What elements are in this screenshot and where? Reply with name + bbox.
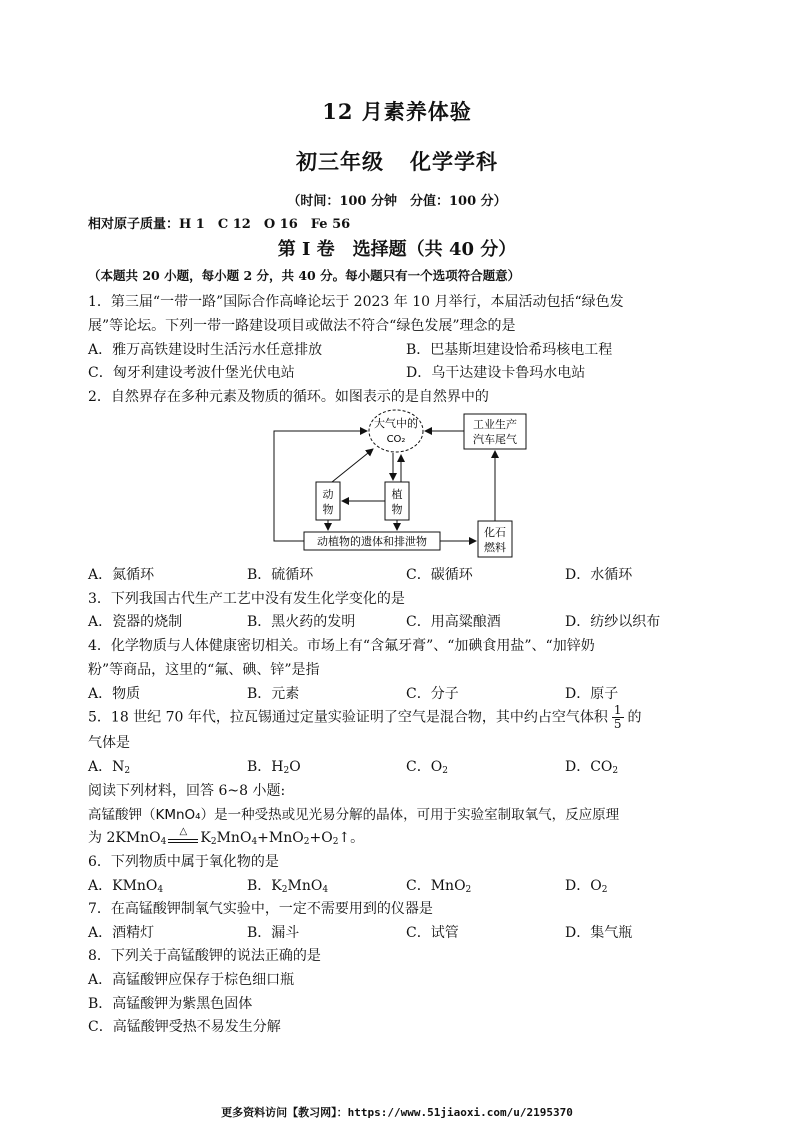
q4-stem-line2: 粉”等商品，这里的“氟、碘、锌”是指 xyxy=(88,662,320,678)
fossil-label-line2: 燃料 xyxy=(484,541,506,554)
q1-stem-line1: 1．第三届“一带一路”国际合作高峰论坛于 2023 年 10 月举行，本届活动包括“绿色发 xyxy=(88,294,624,310)
q3-option-d: D．纺纱以织布 xyxy=(565,614,661,630)
q5-stem-end: 的 xyxy=(627,709,642,726)
q3-option-b: B．黑火药的发明 xyxy=(247,614,356,630)
q2-option-b: B．硫循环 xyxy=(247,567,314,583)
q5-option-d: D．$CO_2$ xyxy=(565,759,619,776)
q5-stem-line2: 气体是 xyxy=(88,735,130,751)
q7-option-b: B．漏斗 xyxy=(247,925,300,941)
fraction-denominator: 5 xyxy=(613,717,622,731)
q2-stem: 2．自然界存在多种元素及物质的循环。如图表示的是自然界中的 xyxy=(88,389,489,405)
section-title: 第 I 卷 选择题（共 40 分） xyxy=(277,239,517,260)
industry-label-line1: 工业生产 xyxy=(473,418,517,431)
q7-option-c: C．试管 xyxy=(406,925,459,941)
q5-option-a: A．$N_2$ xyxy=(88,759,131,776)
carbon-cycle-diagram xyxy=(268,406,532,558)
q2-option-a: A．氮循环 xyxy=(88,567,155,583)
industry-label-line2: 汽车尾气 xyxy=(473,433,517,446)
q5-option-c: C．$O_2$ xyxy=(406,759,448,776)
heating-condition: △ xyxy=(168,830,198,844)
q1-option-b: B．巴基斯坦建设恰希玛核电工程 xyxy=(406,342,613,358)
q6-option-c: C．MnO$_2$ xyxy=(406,878,472,895)
grade-label: 初三年级 xyxy=(296,149,384,174)
q4-stem-line1: 4．化学物质与人体健康密切相关。市场上有“含氟牙膏”、“加碘食用盐”、“加锌奶 xyxy=(88,638,595,654)
animal-label-line2: 物 xyxy=(322,503,334,516)
subject-label: 化学学科 xyxy=(410,149,498,174)
co2-label-line1: 大气中的 xyxy=(374,417,418,430)
remains-label: 动植物的遗体和排泄物 xyxy=(317,535,427,548)
footer-link[interactable]: 更多资料访问【教习网】：https://www.51jiaoxi.com/u/2195370 xyxy=(221,1106,573,1119)
animal-label-line1: 动 xyxy=(322,488,334,501)
q7-stem: 7．在高锰酸钾制氧气实验中，一定不需要用到的仪器是 xyxy=(88,901,433,917)
q6-option-b: B．$K_2MnO_4$ xyxy=(247,878,329,895)
reading-material-line1: 高锰酸钾（KMnO₄）是一种受热或见光易分解的晶体，可用于实验室制取氧气，反应原理 xyxy=(88,807,620,823)
q3-option-c: C．用高粱酿酒 xyxy=(406,614,501,630)
q4-option-b: B．元素 xyxy=(247,686,300,702)
q1-option-c: C．匈牙利建设考波什堡光伏电站 xyxy=(88,365,295,381)
q6-stem: 6．下列物质中属于氧化物的是 xyxy=(88,854,279,870)
q2-option-c: C．碳循环 xyxy=(406,567,473,583)
q7-option-a: A．酒精灯 xyxy=(88,925,155,941)
reaction-equation: 为 2KMnO$_4$ △ $K_2MnO_4+MnO_2+O_2↑$。 xyxy=(88,826,365,847)
section-instructions: （本题共 20 小题，每小题 2 分，共 40 分。每小题只有一个选项符合题意） xyxy=(88,268,521,283)
q4-option-d: D．原子 xyxy=(565,686,619,702)
fraction-numerator: 1 xyxy=(613,703,622,717)
arrow-animal-to-co2 xyxy=(332,449,373,482)
atomic-masses: 相对原子质量：H 1 C 12 O 16 Fe 56 xyxy=(88,217,351,232)
q3-stem: 3．下列我国古代生产工艺中没有发生化学变化的是 xyxy=(88,591,405,607)
plant-label-line2: 物 xyxy=(391,503,403,516)
one-fifth-fraction xyxy=(612,704,624,731)
q5-option-b: B．$H_2O$ xyxy=(247,759,301,776)
co2-label-line2: CO₂ xyxy=(386,434,406,445)
time-score-info: （时间：100 分钟 分值：100 分） xyxy=(287,194,507,209)
q8-option-a: A．高锰酸钾应保存于棕色细口瓶 xyxy=(88,972,295,988)
q1-stem-line2: 展”等论坛。下列一带一路建设项目或做法不符合“绿色发展”理念的是 xyxy=(88,318,516,334)
fossil-label-line1: 化石 xyxy=(484,526,506,539)
q2-option-d: D．水循环 xyxy=(565,567,633,583)
exam-subtitle xyxy=(0,146,794,176)
q8-stem: 8．下列关于高锰酸钾的说法正确的是 xyxy=(88,948,321,964)
q6-option-d: D．$O_2$ xyxy=(565,878,608,895)
q5-stem-text: 5．18 世纪 70 年代，拉瓦锡通过定量实验证明了空气是混合物，其中约占空气体积 xyxy=(88,709,608,726)
reading-intro: 阅读下列材料，回答 6~8 小题: xyxy=(88,783,286,799)
q5-stem-line1 xyxy=(88,704,642,731)
exam-title: 12 月素养体验 xyxy=(322,99,472,124)
q4-option-a: A．物质 xyxy=(88,686,141,702)
q1-option-a: A．雅万高铁建设时生活污水任意排放 xyxy=(88,342,323,358)
q3-option-a: A．瓷器的烧制 xyxy=(88,614,183,630)
q7-option-d: D．集气瓶 xyxy=(565,925,633,941)
q1-option-d: D．乌干达建设卡鲁玛水电站 xyxy=(406,365,586,381)
q8-option-c: C．高锰酸钾受热不易发生分解 xyxy=(88,1019,281,1035)
q6-option-a: A．KMnO$_4$ xyxy=(88,878,164,895)
plant-label-line1: 植 xyxy=(391,488,403,501)
q8-option-b: B．高锰酸钾为紫黑色固体 xyxy=(88,996,253,1012)
q4-option-c: C．分子 xyxy=(406,686,459,702)
